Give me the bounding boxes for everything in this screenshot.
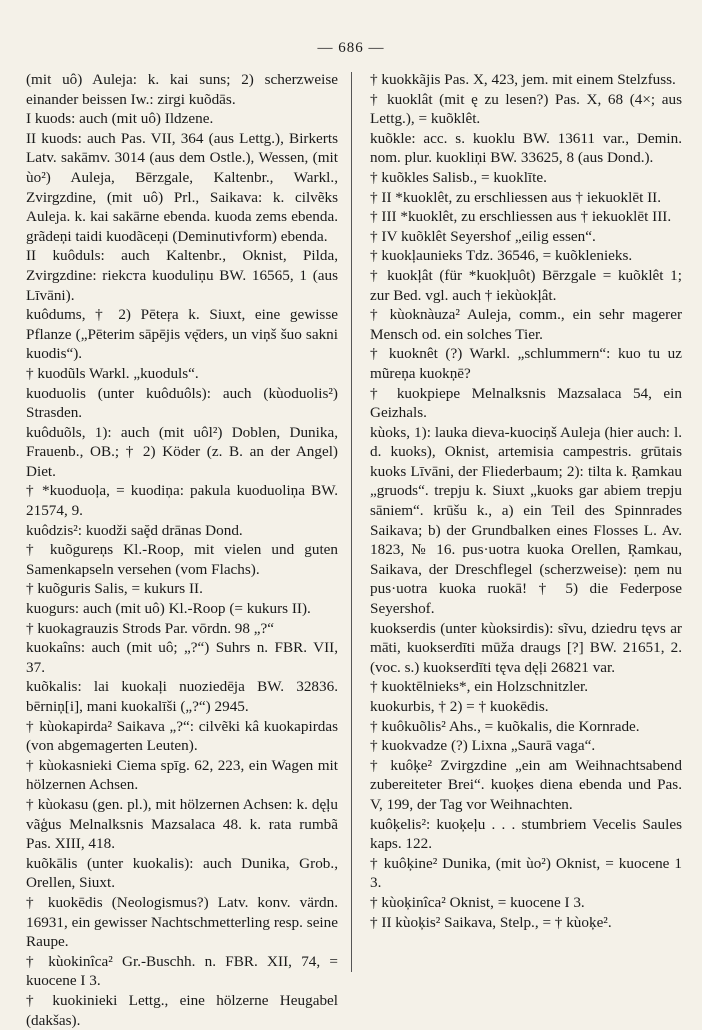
- dictionary-entry: † kuokļât (für *kuokļuôt) Bērzgale = kuõklêt 1; zur Bed. vgl. auch † iekùokļât.: [370, 266, 682, 304]
- dictionary-entry: † kuokkãjis Pas. X, 423, jem. mit einem Stelzfuss.: [370, 71, 676, 88]
- dictionary-entry: † kuokpiepe Melnalksnis Mazsalaca 54, ein Geizhals.: [370, 384, 682, 422]
- dictionary-entry: † kuõgureņs Kl.-Roop, mit vielen und guten Samenkapseln versehen (vom Flachs).: [26, 541, 338, 578]
- dictionary-entry: kuõkle: acc. s. kuoklu BW. 13611 var., Demin. nom. plur. kuokliņi BW. 33625, 8 (aus Dond.).: [370, 129, 682, 167]
- left-column: [26, 70, 338, 1030]
- dictionary-entry: † kùokinîca² Gr.-Buschh. n. FBR. XII, 74, = kuocene I 3.: [26, 952, 338, 990]
- dictionary-entry: † kuoknêt (?) Warkl. „schlummern“: kuo tu uz mũreņa kuokņē?: [370, 345, 682, 382]
- dictionary-entry: † kuodũls Warkl. „kuoduls“.: [26, 364, 199, 382]
- dictionary-entry: (mit uô) Auleja: k. kai suns; 2) scherzweise einander beissen Iw.: zirgi kuõdās.: [26, 71, 338, 108]
- dictionary-entry: II kuôduls: auch Kaltenbr., Oknist, Pilda, Zvirgzdine: riekста kuoduliņu BW. 16565, 1 (aus Līvāni).: [26, 247, 338, 304]
- dictionary-entry: † III *kuoklêt, zu erschliessen aus † iekuoklēt III.: [370, 208, 672, 226]
- dictionary-entry: † kuõguris Salis, = kukurs II.: [26, 580, 203, 598]
- dictionary-entry: kùoks, 1): lauka dieva-kuociņš Auleja (hier auch: l. d. kuoks), Oknist, artemisia campestris. grūtais kuoks Līvāni, der Fliederbaum; 2): tilta k. Ŗamkau „gruods“. trepju k. Siuxt „kuoks gar abiem trepju sāniem“. krūšu k., a) ein Teil des Spinnrades Saikava; b) der Grundbalken eines Flosses L. Av. 1823, № 16. pus·uotra kuoka Orellen, Ŗamkau, Saikava, der Dreschflegel (scherzweise): ņem nu pus·uotra kuoka ruokā! † 5) die Federpose Seyershof.: [370, 423, 682, 618]
- dictionary-entry: † *kuoduoļa, = kuodiņa: pakula kuoduoliņa BW. 21574, 9.: [26, 482, 338, 520]
- dictionary-entry: kuôduõls, 1): auch (mit uôl²) Doblen, Dunika, Frauenb., OB.; † 2) Köder (z. B. an der Angel) Diet.: [26, 423, 338, 480]
- dictionary-entry: kuokserdis (unter kùoksirdis): sĩvu, dziedru tęvs ar māti, kuokserdīti mūža draugs [?] BW. 21651, 2. (voc. s.) kuokserdīti tęva dęļi 26821 var.: [370, 619, 682, 676]
- dictionary-entry: II kuods: auch Pas. VII, 364 (aus Lettg.), Birkerts Latv. sakāmv. 3014 (aus dem Ostle.), Wessen, (mit ùo²) Auleja, Bērzgale, Kaltenbr., Warkl., Zvirgzdine, (mit uô) Prl., Saikava: k. cilvẽks Auleja. k. kai sakārne ebenda. kuoda zems ebenda. grãdeņi taidi kuodãceņi (Deminutivform) ebenda.: [26, 129, 338, 245]
- dictionary-entry: kuôķelis²: kuoķeļu . . . stumbriem Vecelis Saules kaps. 122.: [370, 815, 682, 853]
- dictionary-entry: † kuokļaunieks Tdz. 36546, = kuõklenieks.: [370, 247, 633, 265]
- dictionary-entry: I kuods: auch (mit uô) Ildzene.: [26, 110, 214, 128]
- dictionary-entry: kuoduolis (unter kuôduôls): auch (kùoduolis²) Strasden.: [26, 384, 338, 422]
- dictionary-entry: † kuôķine² Dunika, (mit ùo²) Oknist, = kuocene 1 3.: [370, 854, 682, 892]
- dictionary-entry: † kùoķinîca² Oknist, = kuocene I 3.: [370, 893, 585, 911]
- dictionary-entry: kuõkalis: lai kuokaļi nuoziedēja BW. 32836. bērniņ[i], mani kuokalīši („?“) 2945.: [26, 678, 338, 715]
- dictionary-entry: † kùokapirda² Saikava „?“: cilvẽki kâ kuokapirdas (von abgemagerten Leuten).: [26, 717, 338, 755]
- dictionary-entry: † kùokasnieki Ciema spīg. 62, 223, ein Wagen mit hölzernen Achsen.: [26, 756, 338, 794]
- dictionary-entry: kuôdzis²: kuodži saḝd drānas Dond.: [26, 521, 243, 539]
- dictionary-entry: kuôdums, † 2) Pēteŗa k. Siuxt, eine gewisse Pflanze („Pēterim sāpējis vę̄ders, un viņš šuo sakni kuodis“).: [26, 306, 338, 363]
- dictionary-entry: † kuokinieki Lettg., eine hölzerne Heugabel (dakšas).: [26, 991, 338, 1029]
- dictionary-entry: † II *kuoklêt, zu erschliessen aus † iekuoklēt II.: [370, 188, 662, 206]
- dictionary-entry: † kuõkles Salisb., = kuoklīte.: [370, 168, 547, 186]
- dictionary-entry: † kuoklât (mit ę zu lesen?) Pas. X, 68 (4×; aus Lettg.), = kuõklêt.: [370, 90, 682, 128]
- dictionary-entry: † II kùoķis² Saikava, Stelp., = † kùoķe².: [370, 913, 612, 931]
- dictionary-entry: † IV kuõklêt Seyershof „eilig essen“.: [370, 227, 596, 245]
- right-column: [370, 70, 682, 932]
- dictionary-entry: kuokaîns: auch (mit uô; „?“) Suhrs n. FBR. VII, 37.: [26, 639, 338, 676]
- dictionary-entry: kuõkālis (unter kuokalis): auch Dunika, Grob., Orellen, Siuxt.: [26, 854, 338, 892]
- dictionary-entry: kuogurs: auch (mit uô) Kl.-Roop (= kukurs II).: [26, 600, 311, 618]
- page-number: — 686 —: [317, 40, 385, 56]
- dictionary-entry: † kuokagrauzis Strods Par. vōrdn. 98 „?“: [26, 619, 275, 637]
- dictionary-entry: † kùokasu (gen. pl.), mit hölzernen Achsen: k. dęļu vãģus Melnalksnis Mazsalaca 48. k. rata rumbã Pas. XIII, 418.: [26, 795, 338, 853]
- dictionary-entry: kuokurbis, † 2) = † kuokēdis.: [370, 698, 549, 715]
- dictionary-entry: † kuôkuõlis² Ahs., = kuõkalis, die Kornrade.: [370, 717, 640, 735]
- dictionary-entry: † kuoktēlnieks*, ein Holzschnitzler.: [370, 678, 589, 696]
- column-divider: [351, 72, 352, 972]
- dictionary-entry: † kùoknàuza² Auleja, comm., ein sehr magerer Mensch od. ein solches Tier.: [370, 306, 682, 343]
- dictionary-entry: † kuôķe² Zvirgzdine „ein am Weihnachtsabend zubereiteter Brei“. kuoķes diena ebenda und Pas. V, 199, der Tag vor Weihnachten.: [370, 756, 682, 813]
- dictionary-entry: † kuokvadze (?) Lixna „Saurā vaga“.: [370, 737, 596, 755]
- dictionary-entry: † kuokēdis (Neologismus?) Latv. konv. värdn. 16931, ein gewisser Nachtschmetterling resp. seine Raupe.: [26, 893, 338, 951]
